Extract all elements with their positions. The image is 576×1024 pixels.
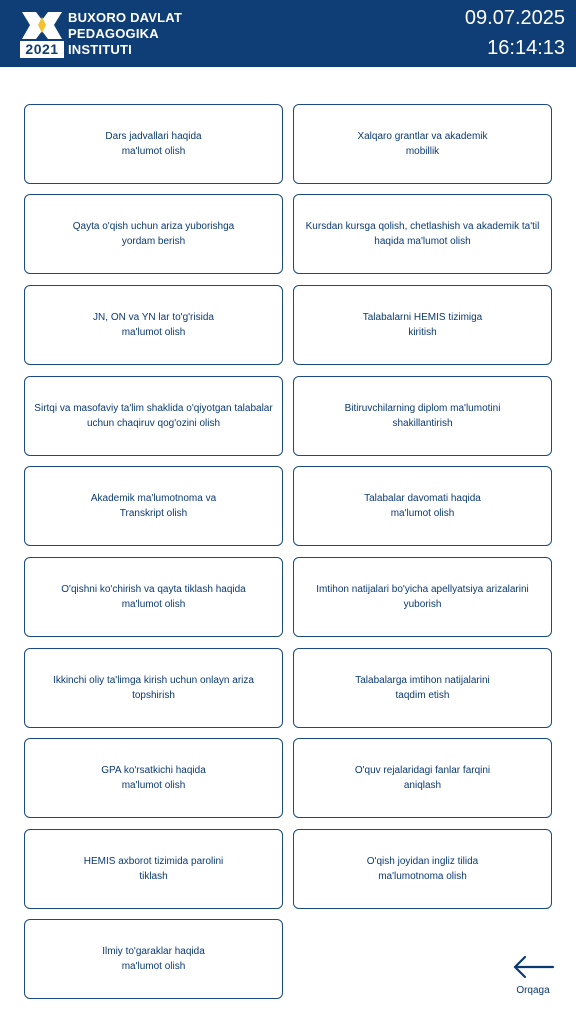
arrow-left-icon <box>511 954 555 980</box>
logo-year: 2021 <box>20 41 64 58</box>
tile-kursdan-kursga[interactable] <box>293 194 552 274</box>
tile-label: Talabalarga imtihon natijalarini <box>355 675 490 686</box>
tile-label: uchun chaqiruv qog'ozini olish <box>86 418 221 429</box>
tile-davomat[interactable] <box>293 466 552 546</box>
tile-label: Kursdan kursga qolish, chetlashish va akademik ta'til <box>305 221 540 232</box>
tile-label: ma'lumot olish <box>121 780 186 791</box>
tile-label: Ikkinchi oliy ta'limga kirish uchun onlayn ariza <box>53 675 254 686</box>
tile-hemis-parol[interactable] <box>24 829 283 909</box>
back-button[interactable] <box>505 950 561 1002</box>
tile-qayta-oqish[interactable] <box>24 194 283 274</box>
tile-label: ma'lumotnoma olish <box>378 871 467 882</box>
tile-label: GPA ko'rsatkichi haqida <box>101 765 206 776</box>
tile-label: topshirish <box>132 690 175 701</box>
top-header <box>0 0 576 67</box>
tile-label: Imtihon natijalari bo'yicha apellyatsiya arizalarini <box>316 584 529 595</box>
institute-name-line: BUXORO DAVLAT <box>68 10 183 25</box>
tile-label: Akademik ma'lumotnoma va <box>90 493 217 504</box>
tile-label: ma'lumot olish <box>121 146 186 157</box>
tile-label: Transkript olish <box>119 508 188 519</box>
tile-label: O'qish joyidan ingliz tilida <box>366 856 479 867</box>
tile-label: Ilmiy to'garaklar haqida <box>102 946 205 957</box>
tile-label: kiritish <box>408 327 437 338</box>
tile-label: ma'lumot olish <box>390 508 455 519</box>
tile-label: HEMIS axborot tizimida parolini <box>83 856 224 867</box>
tile-label: tiklash <box>139 871 168 882</box>
institute-logo <box>20 10 64 58</box>
tile-label: Xalqaro grantlar va akademik <box>357 131 488 142</box>
tile-label: JN, ON va YN lar to'g'risida <box>93 312 214 323</box>
institute-name-line: INSTITUTI <box>68 42 132 57</box>
tile-label: Talabalar davomati haqida <box>364 493 481 504</box>
tile-hemis-kiritish[interactable] <box>293 285 552 365</box>
tile-jn-on-yn[interactable] <box>24 285 283 365</box>
tile-label: shakillantirish <box>392 418 453 429</box>
institute-name-line: PEDAGOGIKA <box>68 26 159 41</box>
tile-label: aniqlash <box>403 780 442 791</box>
tile-label: Sirtqi va masofaviy ta'lim shaklida o'qiyotgan talabalar <box>34 403 273 414</box>
tile-label: Talabalarni HEMIS tizimiga <box>362 312 483 323</box>
tile-label: yuborish <box>403 599 442 610</box>
institute-name <box>68 10 182 58</box>
tile-apellyatsiya[interactable] <box>293 557 552 637</box>
tile-label: O'qishni ko'chirish va qayta tiklash haqida <box>61 584 246 595</box>
tile-label: mobillik <box>405 146 440 157</box>
tile-label: taqdim etish <box>395 690 450 701</box>
tile-imtihon-natijalari[interactable] <box>293 648 552 728</box>
tile-ilmiy-togaraklar[interactable] <box>24 919 283 999</box>
tile-oqishni-kochirish[interactable] <box>24 557 283 637</box>
tile-label: ma'lumot olish <box>121 327 186 338</box>
tile-akademik-malumotnoma[interactable] <box>24 466 283 546</box>
star-emblem-icon <box>20 10 64 41</box>
tile-gpa[interactable] <box>24 738 283 818</box>
tile-diplom[interactable] <box>293 376 552 456</box>
tile-fanlar-farqi[interactable] <box>293 738 552 818</box>
tile-label: ma'lumot olish <box>121 961 186 972</box>
tile-label: yordam berish <box>121 236 186 247</box>
tile-ikkinchi-oliy[interactable] <box>24 648 283 728</box>
current-date: 09.07.2025 <box>464 7 565 29</box>
tile-xalqaro-grantlar[interactable] <box>293 104 552 184</box>
tile-label: Dars jadvallari haqida <box>105 131 202 142</box>
tile-label: haqida ma'lumot olish <box>374 236 471 247</box>
tile-label: O'quv rejalaridagi fanlar farqini <box>354 765 491 776</box>
tile-label: Bitiruvchilarning diplom ma'lumotini <box>344 403 501 414</box>
current-time: 16:14:13 <box>487 37 565 59</box>
tile-ingliz-malumotnoma[interactable] <box>293 829 552 909</box>
tile-sirtqi-chaqiruv[interactable] <box>24 376 283 456</box>
tile-label: ma'lumot olish <box>121 599 186 610</box>
tile-dars-jadvallari[interactable] <box>24 104 283 184</box>
tile-label: Qayta o'qish uchun ariza yuborishga <box>72 221 235 232</box>
back-label: Orqaga <box>516 985 550 996</box>
